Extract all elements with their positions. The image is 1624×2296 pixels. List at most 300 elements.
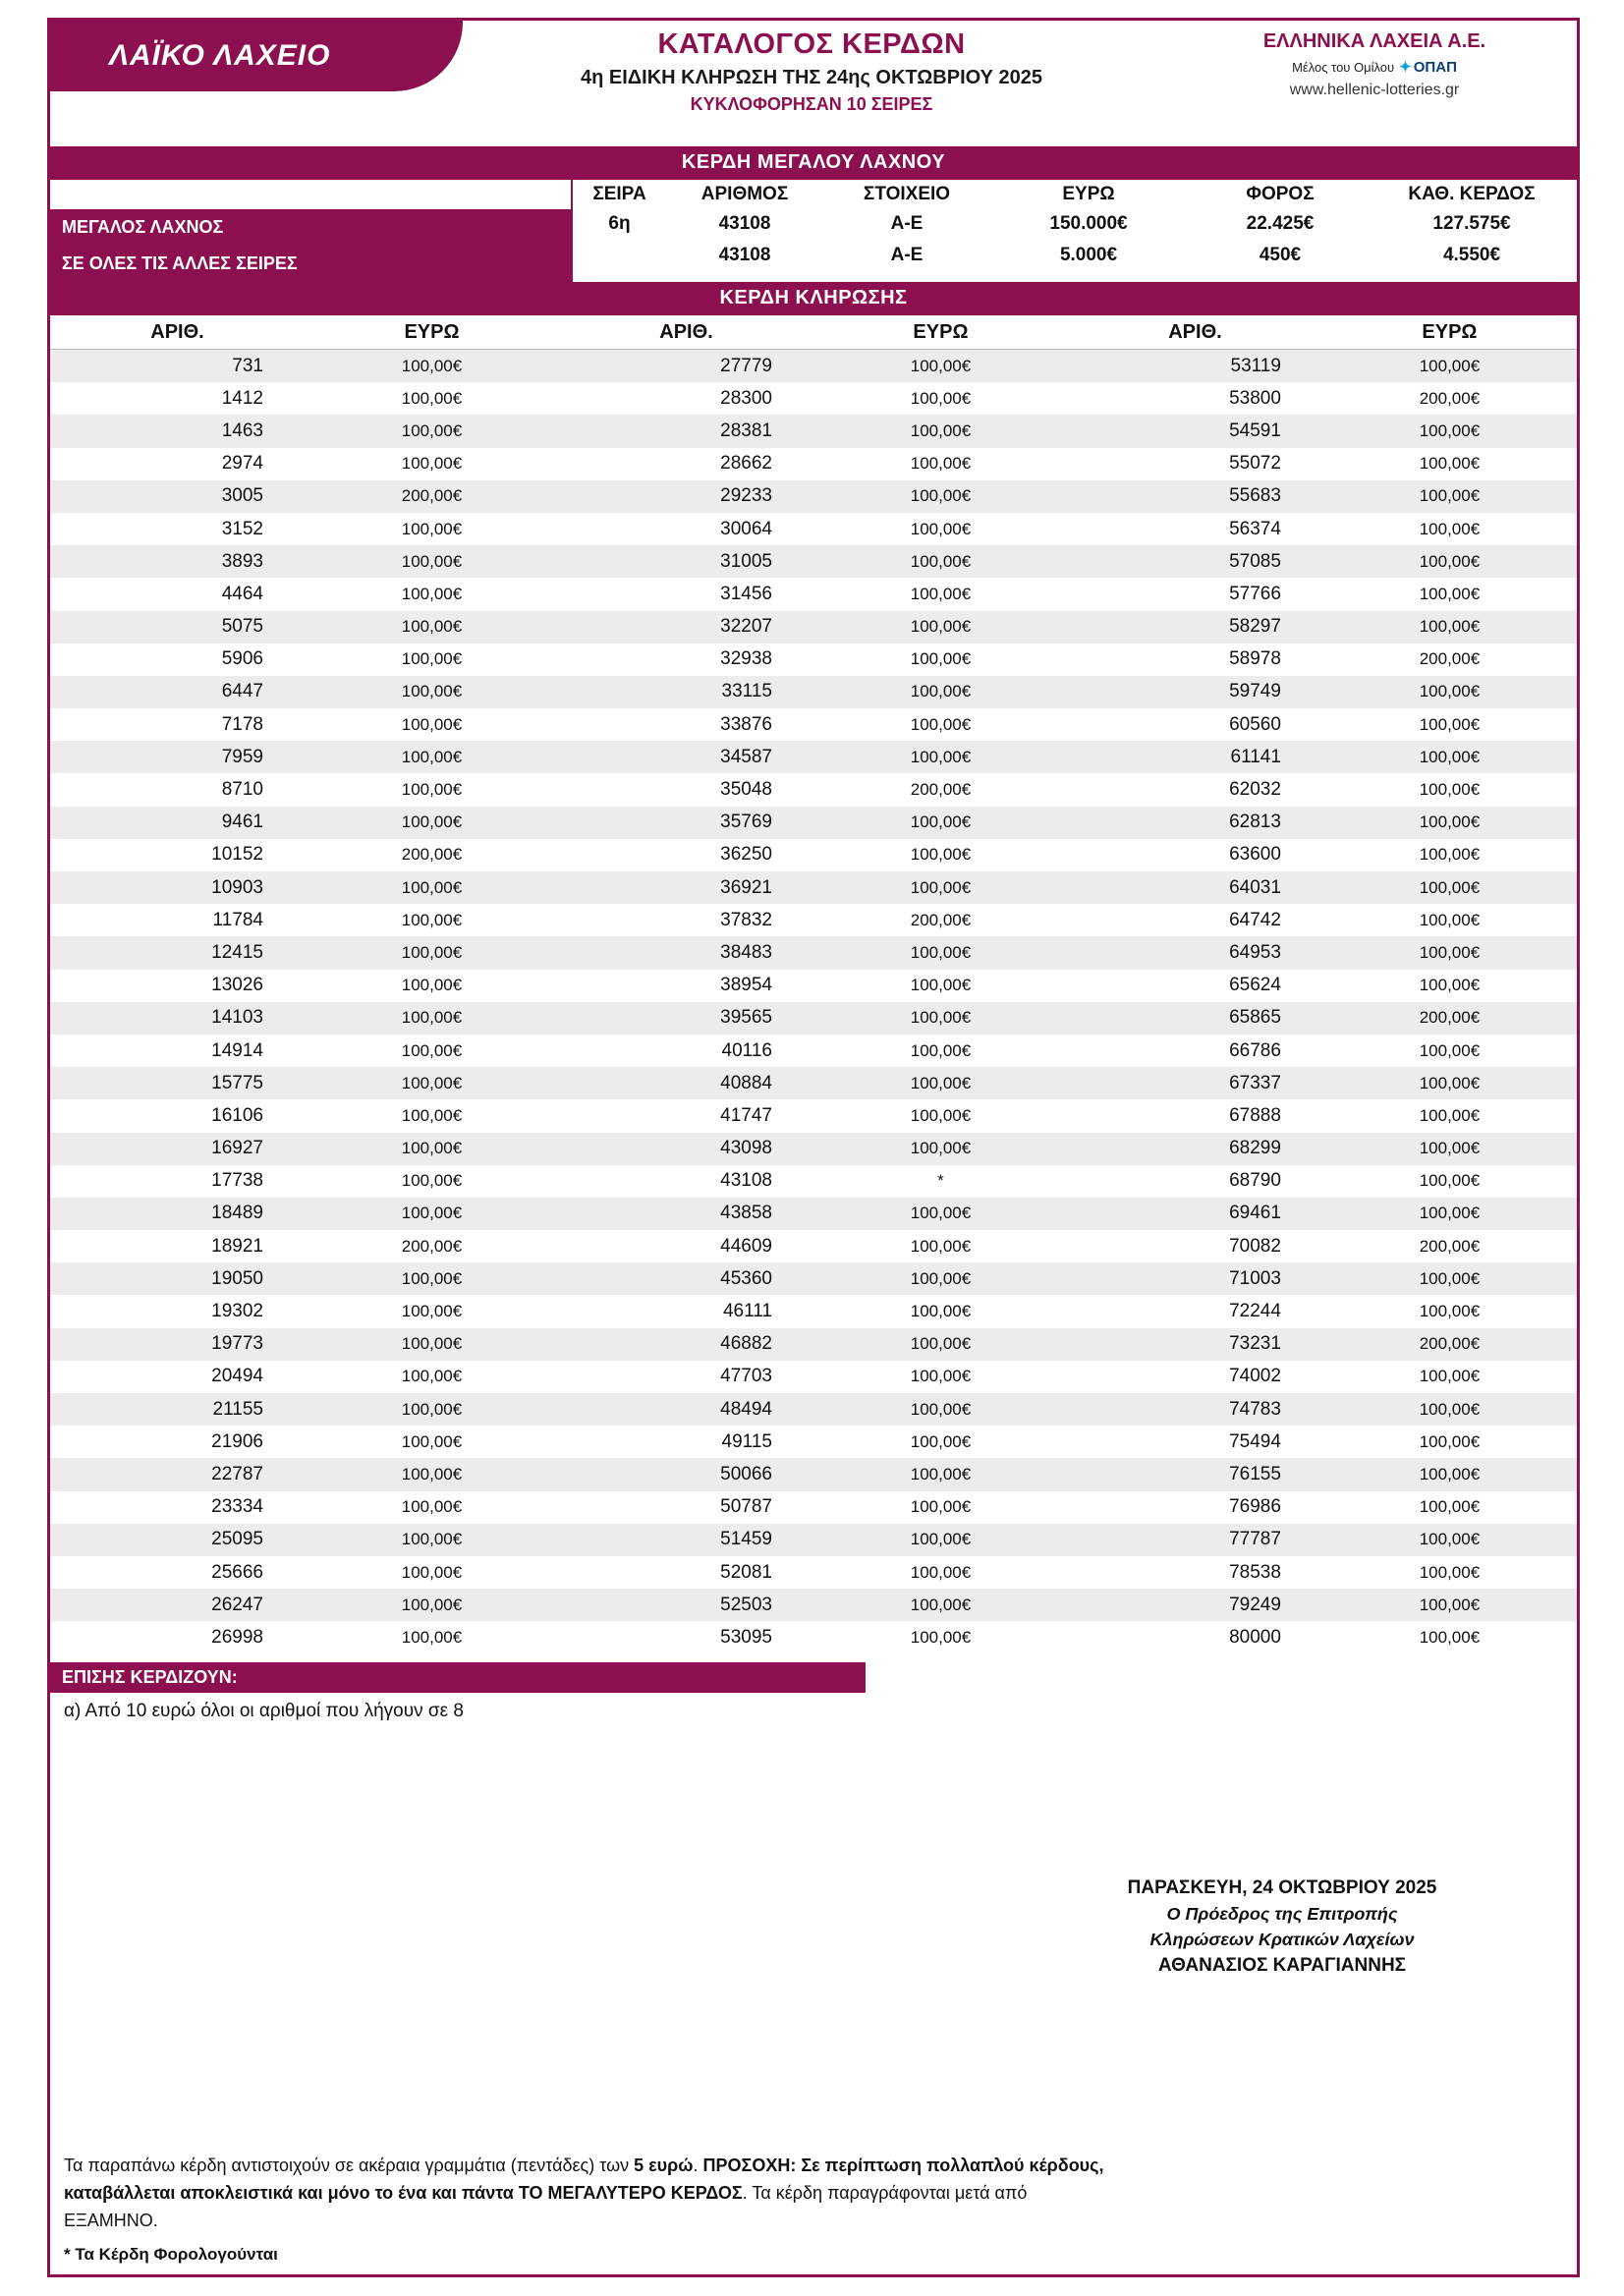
draw-number: 7959 (221, 746, 263, 767)
draw-number: 77787 (1229, 1529, 1281, 1550)
table-row (50, 448, 559, 480)
jackpot-table (50, 180, 1577, 282)
table-row (1068, 1035, 1577, 1067)
table-row (559, 1621, 1068, 1653)
table-row (559, 1589, 1068, 1621)
draw-prize: 100,00€ (401, 1399, 463, 1419)
draw-number: 31456 (720, 583, 772, 604)
draw-number: 60560 (1229, 713, 1281, 735)
draw-number: 58297 (1229, 616, 1281, 638)
draw-number: 17738 (211, 1170, 263, 1192)
table-row (50, 382, 559, 415)
draw-number: 15775 (211, 1072, 263, 1093)
draw-prize: 200,00€ (1419, 388, 1481, 408)
draw-column-2 (559, 350, 1068, 1654)
table-row (50, 1133, 559, 1165)
table-row (1068, 578, 1577, 610)
draw-number: 64953 (1229, 941, 1281, 963)
table-row (1068, 676, 1577, 708)
also-win-text: α) Από 10 ευρώ όλοι οι αριθμοί που λήγουν σε 8 (64, 1700, 464, 1721)
draw-prize: 100,00€ (401, 1530, 463, 1549)
draw-prize: 100,00€ (401, 747, 463, 766)
table-row (50, 676, 559, 708)
draw-number: 39565 (720, 1007, 772, 1029)
table-row (559, 741, 1068, 773)
draw-number: 19302 (211, 1301, 263, 1322)
draw-prize: 100,00€ (401, 1139, 463, 1158)
draw-prize: 100,00€ (401, 1431, 463, 1451)
draw-prize: 100,00€ (401, 584, 463, 603)
draw-number: 78538 (1229, 1561, 1281, 1583)
draw-number: 4464 (221, 583, 263, 604)
table-row (559, 1295, 1068, 1327)
draw-prize: 100,00€ (910, 1008, 972, 1028)
table-row (1068, 1328, 1577, 1361)
draw-number: 46111 (722, 1301, 772, 1322)
draw-number: 53800 (1229, 387, 1281, 409)
draw-prize: 100,00€ (910, 1268, 972, 1288)
page-header (50, 21, 1577, 146)
table-row (50, 350, 559, 382)
draw-prize: 100,00€ (401, 1105, 463, 1125)
draw-number: 67888 (1229, 1104, 1281, 1126)
draw-prize: 100,00€ (1419, 519, 1481, 538)
draw-number: 74002 (1229, 1366, 1281, 1387)
draw-prize: 100,00€ (401, 1204, 463, 1223)
draw-number: 9461 (221, 812, 263, 833)
draw-prize: 100,00€ (1419, 356, 1481, 375)
draw-number: 14914 (211, 1039, 263, 1061)
table-row (1068, 1099, 1577, 1132)
draw-number: 65624 (1229, 975, 1281, 996)
table-row (50, 513, 559, 545)
table-row (559, 871, 1068, 904)
table-row (559, 773, 1068, 806)
signature-role-line-1: Ο Πρόεδρος της Επιτροπής (1166, 1904, 1398, 1925)
table-row (1068, 1165, 1577, 1198)
draw-number: 76986 (1229, 1496, 1281, 1518)
table-row (559, 448, 1068, 480)
draw-number: 67337 (1229, 1072, 1281, 1093)
draw-number: 23334 (211, 1496, 263, 1518)
table-row (1068, 1556, 1577, 1589)
draw-prize: 100,00€ (1419, 714, 1481, 734)
draw-number: 73231 (1229, 1333, 1281, 1355)
draw-prize: 100,00€ (910, 812, 972, 832)
draw-number: 68299 (1229, 1138, 1281, 1159)
draw-prize: 100,00€ (910, 454, 972, 474)
draw-prize: 100,00€ (910, 1497, 972, 1517)
draw-number: 29233 (720, 485, 772, 507)
draw-prize: 200,00€ (1419, 1008, 1481, 1028)
draw-header-group-2 (559, 321, 1068, 344)
table-row (50, 1198, 559, 1230)
draw-number: 13026 (211, 975, 263, 996)
company-url: www.hellenic-lotteries.gr (1289, 82, 1460, 98)
table-row (559, 480, 1068, 513)
draw-prize: 100,00€ (910, 845, 972, 865)
draw-prize: 100,00€ (1419, 1268, 1481, 1288)
results-sheet (47, 18, 1580, 2277)
draw-prize: 100,00€ (1419, 1497, 1481, 1517)
table-row (1068, 644, 1577, 676)
draw-number: 53095 (720, 1626, 772, 1648)
draw-number: 41747 (720, 1104, 772, 1126)
draw-prize: 100,00€ (1419, 812, 1481, 832)
draw-prize: 100,00€ (401, 388, 463, 408)
brand-name: ΛΑΪΚΟ ΛΑΧΕΙΟ (109, 39, 331, 72)
notes-bold-2: ΠΡΟΣΟΧΗ: Σε περίπτωση πολλαπλού κέρδους, καταβάλλεται αποκλειστικά και μόνο το ένα και πάντα ΤΟ ΜΕΓΑΛΥΤΕΡΟ ΚΕΡΔΟΣ (64, 2156, 1104, 2204)
jackpot-col-arithmos: ΑΡΙΘΜΟΣ (700, 184, 789, 204)
jackpot-row-2 (573, 240, 1577, 271)
table-row (559, 1524, 1068, 1556)
draw-prize: 100,00€ (1419, 617, 1481, 637)
table-row (50, 904, 559, 936)
draw-prize: 100,00€ (401, 780, 463, 800)
draw-number: 1463 (221, 420, 263, 441)
draw-prize: 100,00€ (1419, 454, 1481, 474)
table-row (1068, 807, 1577, 839)
draw-prize: 100,00€ (910, 551, 972, 571)
draw-prize: 100,00€ (401, 877, 463, 897)
draw-number: 45360 (720, 1267, 772, 1289)
draw-prize: 200,00€ (1419, 1334, 1481, 1354)
table-row (50, 1393, 559, 1426)
draw-number: 38483 (720, 941, 772, 963)
draw-prize: 200,00€ (910, 910, 972, 929)
draw-number: 74783 (1229, 1398, 1281, 1420)
jackpot-row1-katharo: 127.575€ (1432, 213, 1511, 234)
jackpot-row2-katharo: 4.550€ (1442, 245, 1501, 265)
table-row (50, 1328, 559, 1361)
draw-prize: 100,00€ (401, 976, 463, 995)
draw-number: 43098 (720, 1138, 772, 1159)
draw-number: 61141 (1230, 746, 1281, 767)
draw-prize: 200,00€ (1419, 1236, 1481, 1256)
draw-number: 26998 (211, 1626, 263, 1648)
draw-prize: 100,00€ (910, 1595, 972, 1614)
draw-prize: 100,00€ (1419, 1367, 1481, 1386)
draw-number: 57085 (1229, 550, 1281, 572)
draw-prize: 100,00€ (401, 1171, 463, 1191)
jackpot-row1-arithmos: 43108 (718, 213, 771, 234)
draw-number: 3893 (221, 550, 263, 572)
draw-prize: 100,00€ (910, 1204, 972, 1223)
draw-table-header (50, 315, 1577, 350)
draw-prize: 100,00€ (401, 682, 463, 701)
draw-prize: 100,00€ (1419, 910, 1481, 929)
draw-number: 56374 (1229, 518, 1281, 539)
draw-number: 3005 (221, 485, 263, 507)
table-row (559, 1491, 1068, 1524)
draw-number: 14103 (211, 1007, 263, 1029)
table-row (50, 970, 559, 1002)
table-row (50, 839, 559, 871)
draw-number: 8710 (221, 779, 263, 801)
draw-number: 11784 (212, 909, 263, 930)
jackpot-col-seira: ΣΕΙΡΑ (592, 184, 646, 204)
draw-number: 62032 (1229, 779, 1281, 801)
draw-prize: 100,00€ (401, 356, 463, 375)
signature-name: ΑΘΑΝΑΣΙΟΣ ΚΑΡΑΓΙΑΝΝΗΣ (1157, 1955, 1407, 1977)
draw-prize: 100,00€ (401, 1464, 463, 1484)
notes-part-3: . Τα κέρδη παραγράφονται μετά από ΕΞΑΜΗΝΟ. (64, 2183, 1028, 2231)
jackpot-row2-euro: 5.000€ (1059, 245, 1118, 265)
draw-number: 31005 (720, 550, 772, 572)
draw-prize: 100,00€ (1419, 1105, 1481, 1125)
draw-number: 75494 (1229, 1430, 1281, 1452)
draw-number: 43108 (720, 1170, 772, 1192)
draw-subtitle: 4η ΕΙΔΙΚΗ ΚΛΗΡΩΣΗ ΤΗΣ 24ης ΟΚΤΩΒΡΙΟΥ 2025 (580, 67, 1043, 88)
table-row (559, 350, 1068, 382)
jackpot-col-euro: ΕΥΡΩ (1062, 184, 1115, 204)
draw-prize: 200,00€ (1419, 649, 1481, 669)
table-row (559, 1556, 1068, 1589)
draw-prize: 100,00€ (401, 1073, 463, 1092)
table-row (50, 1361, 559, 1393)
jackpot-row1-foros: 22.425€ (1246, 213, 1315, 234)
draw-number: 70082 (1229, 1235, 1281, 1257)
draw-prize: 100,00€ (1419, 1431, 1481, 1451)
draw-column-1 (50, 350, 559, 1654)
draw-prize: 100,00€ (1419, 486, 1481, 506)
table-row (50, 1621, 559, 1653)
draw-header-num-1: ΑΡΙΘ. (150, 321, 204, 343)
table-row (50, 611, 559, 644)
draw-prize: 100,00€ (401, 617, 463, 637)
draw-prize: 100,00€ (1419, 1040, 1481, 1060)
draw-prize: 100,00€ (1419, 1073, 1481, 1092)
table-row (50, 545, 559, 578)
signature-block (1027, 1875, 1538, 1980)
draw-prize: 100,00€ (910, 420, 972, 440)
draw-prize: 100,00€ (401, 454, 463, 474)
table-row (1068, 513, 1577, 545)
draw-number: 40884 (720, 1072, 772, 1093)
jackpot-row1-seira: 6η (608, 213, 631, 234)
table-row (1068, 480, 1577, 513)
opap-star-icon: ✦ (1399, 59, 1412, 76)
table-row (1068, 741, 1577, 773)
table-row (559, 970, 1068, 1002)
draw-number: 33115 (721, 681, 772, 702)
draw-number: 58978 (1229, 648, 1281, 670)
jackpot-row2-foros: 450€ (1259, 245, 1302, 265)
draw-prize: 100,00€ (910, 747, 972, 766)
jackpot-row2-seira (573, 245, 666, 266)
table-row (1068, 1002, 1577, 1035)
draw-number: 37832 (720, 909, 772, 930)
table-row (1068, 1426, 1577, 1458)
table-row (50, 741, 559, 773)
draw-prize: 100,00€ (910, 1399, 972, 1419)
draw-number: 69461 (1229, 1203, 1281, 1224)
draw-number: 21155 (212, 1398, 263, 1420)
tax-note: * Τα Κέρδη Φορολογούνται (64, 2245, 278, 2264)
draw-number: 57766 (1229, 583, 1281, 604)
draw-prize: 100,00€ (1419, 1399, 1481, 1419)
draw-prize: 100,00€ (401, 1268, 463, 1288)
table-row (559, 415, 1068, 447)
table-row (559, 1067, 1068, 1099)
table-row (559, 839, 1068, 871)
jackpot-labels (50, 180, 571, 282)
draw-prize: 100,00€ (401, 1367, 463, 1386)
draw-prize: 100,00€ (910, 649, 972, 669)
draw-prize: 100,00€ (910, 682, 972, 701)
table-row (1068, 1491, 1577, 1524)
notes-bold-1: 5 ευρώ (634, 2156, 694, 2176)
table-row (1068, 1361, 1577, 1393)
draw-prize: 100,00€ (910, 356, 972, 375)
jackpot-row1-euro: 150.000€ (1049, 213, 1128, 234)
table-row (50, 936, 559, 969)
company-name: ΕΛΛΗΝΙΚΑ ΛΑΧΕΙΑ Α.Ε. (1262, 30, 1486, 52)
draw-prize: 100,00€ (1419, 976, 1481, 995)
draw-prize: 100,00€ (910, 1105, 972, 1125)
table-row (1068, 448, 1577, 480)
draw-number: 28300 (720, 387, 772, 409)
draw-number: 33876 (720, 713, 772, 735)
page-title: ΚΑΤΑΛΟΓΟΣ ΚΕΡΔΩΝ (657, 28, 966, 60)
draw-prize: 100,00€ (910, 1464, 972, 1484)
draw-number: 55683 (1229, 485, 1281, 507)
draw-header-group-3 (1068, 321, 1577, 344)
table-row (559, 1165, 1068, 1198)
table-row (1068, 1262, 1577, 1295)
table-row (1068, 1230, 1577, 1262)
table-row (559, 1133, 1068, 1165)
table-row (559, 382, 1068, 415)
draw-prize: 100,00€ (401, 942, 463, 962)
draw-prize: 100,00€ (1419, 1627, 1481, 1647)
table-row (559, 936, 1068, 969)
draw-number: 26247 (211, 1594, 263, 1615)
table-row (559, 1328, 1068, 1361)
draw-prize: 100,00€ (1419, 1204, 1481, 1223)
jackpot-row1-label: ΜΕΓΑΛΟΣ ΛΑΧΝΟΣ (50, 209, 571, 246)
table-row (559, 1002, 1068, 1035)
draw-header-group-1 (50, 321, 559, 344)
table-row (559, 708, 1068, 741)
table-row (50, 1262, 559, 1295)
table-row (50, 480, 559, 513)
table-row (559, 1099, 1068, 1132)
draw-number: 731 (232, 355, 263, 376)
table-row (559, 644, 1068, 676)
notes-part-1: Τα παραπάνω κέρδη αντιστοιχούν σε ακέραια γραμμάτια (πεντάδες) των (64, 2156, 635, 2176)
draw-prize: 100,00€ (1419, 780, 1481, 800)
draw-number: 35769 (720, 812, 772, 833)
table-row (559, 807, 1068, 839)
table-row (559, 1393, 1068, 1426)
draw-prize: 100,00€ (1419, 551, 1481, 571)
draw-prize: 200,00€ (401, 845, 463, 865)
draw-number: 19773 (211, 1333, 263, 1355)
opap-label: ΟΠΑΠ (1413, 58, 1457, 76)
table-row (559, 1458, 1068, 1490)
draw-prize: 100,00€ (401, 1595, 463, 1614)
draw-number: 43858 (720, 1203, 772, 1224)
draw-number: 2974 (221, 453, 263, 475)
draw-prize: 100,00€ (1419, 747, 1481, 766)
draw-header-num-3: ΑΡΙΘ. (1168, 321, 1222, 343)
table-row (1068, 1524, 1577, 1556)
table-row (50, 415, 559, 447)
draw-number: 18489 (211, 1203, 263, 1224)
member-line (1188, 58, 1561, 76)
table-row (1068, 1198, 1577, 1230)
draw-prize: 100,00€ (910, 1562, 972, 1582)
draw-number: 64031 (1229, 876, 1281, 898)
table-row (1068, 773, 1577, 806)
draw-header-eur-2: ΕΥΡΩ (913, 321, 969, 343)
notes-part-2: . (693, 2156, 703, 2176)
draw-number: 54591 (1229, 420, 1281, 441)
draw-prize: 100,00€ (910, 714, 972, 734)
draw-number: 16927 (211, 1138, 263, 1159)
table-row (1068, 382, 1577, 415)
draw-number: 71003 (1229, 1267, 1281, 1289)
table-row (50, 1491, 559, 1524)
table-row (50, 1230, 559, 1262)
draw-prize: 100,00€ (401, 420, 463, 440)
draw-number: 18921 (211, 1235, 263, 1257)
draw-number: 59749 (1229, 681, 1281, 702)
table-row (559, 1426, 1068, 1458)
draw-prize: 100,00€ (401, 910, 463, 929)
table-row (50, 871, 559, 904)
draw-prize: 100,00€ (401, 1627, 463, 1647)
draw-prize: 100,00€ (401, 519, 463, 538)
member-of-label: Μέλος του Ομίλου (1292, 59, 1395, 75)
draw-prize: 100,00€ (1419, 1595, 1481, 1614)
draw-number: 68790 (1229, 1170, 1281, 1192)
table-row (50, 1067, 559, 1099)
draw-number: 28662 (720, 453, 772, 475)
draw-number: 52503 (720, 1594, 772, 1615)
table-row (1068, 1621, 1577, 1653)
table-row (1068, 1067, 1577, 1099)
draw-number: 5906 (221, 648, 263, 670)
draw-prize: 100,00€ (1419, 1530, 1481, 1549)
header-right (1188, 30, 1561, 99)
table-row (1068, 936, 1577, 969)
table-row (50, 1524, 559, 1556)
table-row (50, 578, 559, 610)
draw-prize: 100,00€ (910, 486, 972, 506)
draw-number: 35048 (720, 779, 772, 801)
draw-header-eur-3: ΕΥΡΩ (1422, 321, 1478, 343)
draw-results-grid (50, 350, 1577, 1654)
series-note: ΚΥΚΛΟΦΟΡΗΣΑΝ 10 ΣΕΙΡΕΣ (690, 94, 933, 114)
table-row (50, 644, 559, 676)
draw-header-eur-1: ΕΥΡΩ (404, 321, 460, 343)
draw-number: 1412 (221, 387, 263, 409)
draw-number: 48494 (720, 1398, 772, 1420)
draw-number: 30064 (720, 518, 772, 539)
draw-prize: 100,00€ (910, 1627, 972, 1647)
draw-prize: 100,00€ (401, 714, 463, 734)
draw-number: 72244 (1229, 1301, 1281, 1322)
draw-number: 16106 (211, 1104, 263, 1126)
draw-number: 20494 (211, 1366, 263, 1387)
draw-prize: * (937, 1171, 944, 1191)
table-row (50, 1165, 559, 1198)
jackpot-col-foros: ΦΟΡΟΣ (1246, 184, 1315, 204)
jackpot-col-katharo: ΚΑΘ. ΚΕΡΔΟΣ (1408, 184, 1536, 204)
draw-prize: 100,00€ (1419, 877, 1481, 897)
